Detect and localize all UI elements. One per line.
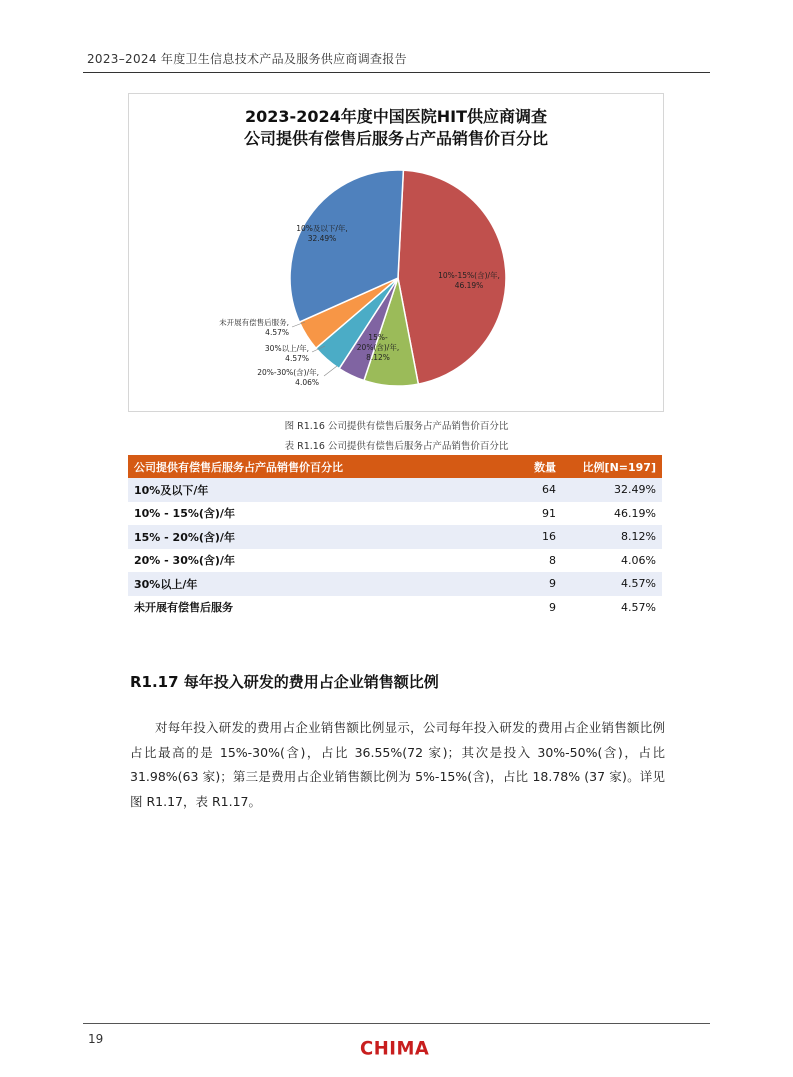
row-count: 9 <box>470 596 562 620</box>
row-label: 20% - 30%(含)/年 <box>128 549 470 573</box>
footer-divider <box>83 1023 710 1024</box>
table-row <box>128 549 662 573</box>
row-label: 未开展有偿售后服务 <box>128 596 470 620</box>
body-paragraph: 对每年投入研发的费用占企业销售额比例显示，公司每年投入研发的费用占企业销售额比例占比最高的是 15%-30%(含)，占比 36.55%(72 家)；其次是投入 30%-50%(含)，占比 31.98%(63 家)；第三是费用占企业销售额比例为 5%-15%(含)，占比 18.78% (37 家)。详见图 R1.17，表 R1.17。 <box>130 720 665 809</box>
slice-label: 10%及以下/年, 32.49% <box>296 224 348 243</box>
row-label: 15% - 20%(含)/年 <box>128 525 470 549</box>
table-header-row <box>128 455 662 478</box>
slice-label: 20%-30%(含)/年, 4.06% <box>257 368 319 387</box>
figure-caption: 图 R1.16 公司提供有偿售后服务占产品销售价百分比 <box>284 421 509 432</box>
report-header-title: 2023–2024 年度卫生信息技术产品及服务供应商调查报告 <box>87 52 407 66</box>
row-ratio: 32.49% <box>562 478 662 502</box>
header-ratio: 比例[N=197] <box>562 455 662 478</box>
chima-logo: CHIMA <box>360 1037 430 1060</box>
table-row <box>128 596 662 620</box>
slice-label: 未开展有偿售后服务, 4.57% <box>219 318 289 337</box>
header-divider <box>83 72 710 73</box>
pie-chart-frame <box>128 93 664 412</box>
row-label: 30%以上/年 <box>128 572 470 596</box>
row-count: 9 <box>470 572 562 596</box>
table-row <box>128 525 662 549</box>
row-ratio: 4.57% <box>562 572 662 596</box>
row-count: 16 <box>470 525 562 549</box>
row-ratio: 8.12% <box>562 525 662 549</box>
slice-label: 15%-20%(含)/年, 8.12% <box>356 333 400 362</box>
table-row <box>128 572 662 596</box>
page-number: 19 <box>88 1032 104 1046</box>
header-count: 数量 <box>470 455 562 478</box>
row-label: 10%及以下/年 <box>128 478 470 502</box>
pie-chart <box>129 94 663 411</box>
row-count: 91 <box>470 502 562 526</box>
row-count: 8 <box>470 549 562 573</box>
slice-label: 30%以上/年, 4.57% <box>264 344 309 363</box>
row-label: 10% - 15%(含)/年 <box>128 502 470 526</box>
row-ratio: 46.19% <box>562 502 662 526</box>
row-ratio: 4.57% <box>562 596 662 620</box>
chart-title-line1: 2023-2024年度中国医院HIT供应商调查 <box>245 107 547 126</box>
section-heading: R1.17 每年投入研发的费用占企业销售额比例 <box>130 673 439 691</box>
table-row <box>128 478 662 502</box>
data-table <box>128 455 662 619</box>
table-caption: 表 R1.16 公司提供有偿售后服务占产品销售价百分比 <box>284 441 509 452</box>
row-count: 64 <box>470 478 562 502</box>
slice-leader-line <box>324 366 337 376</box>
table-row <box>128 502 662 526</box>
header-category: 公司提供有偿售后服务占产品销售价百分比 <box>128 455 470 478</box>
slice-label: 10%-15%(含)/年, 46.19% <box>438 271 500 290</box>
chart-title-line2: 公司提供有偿售后服务占产品销售价百分比 <box>243 129 548 148</box>
row-ratio: 4.06% <box>562 549 662 573</box>
